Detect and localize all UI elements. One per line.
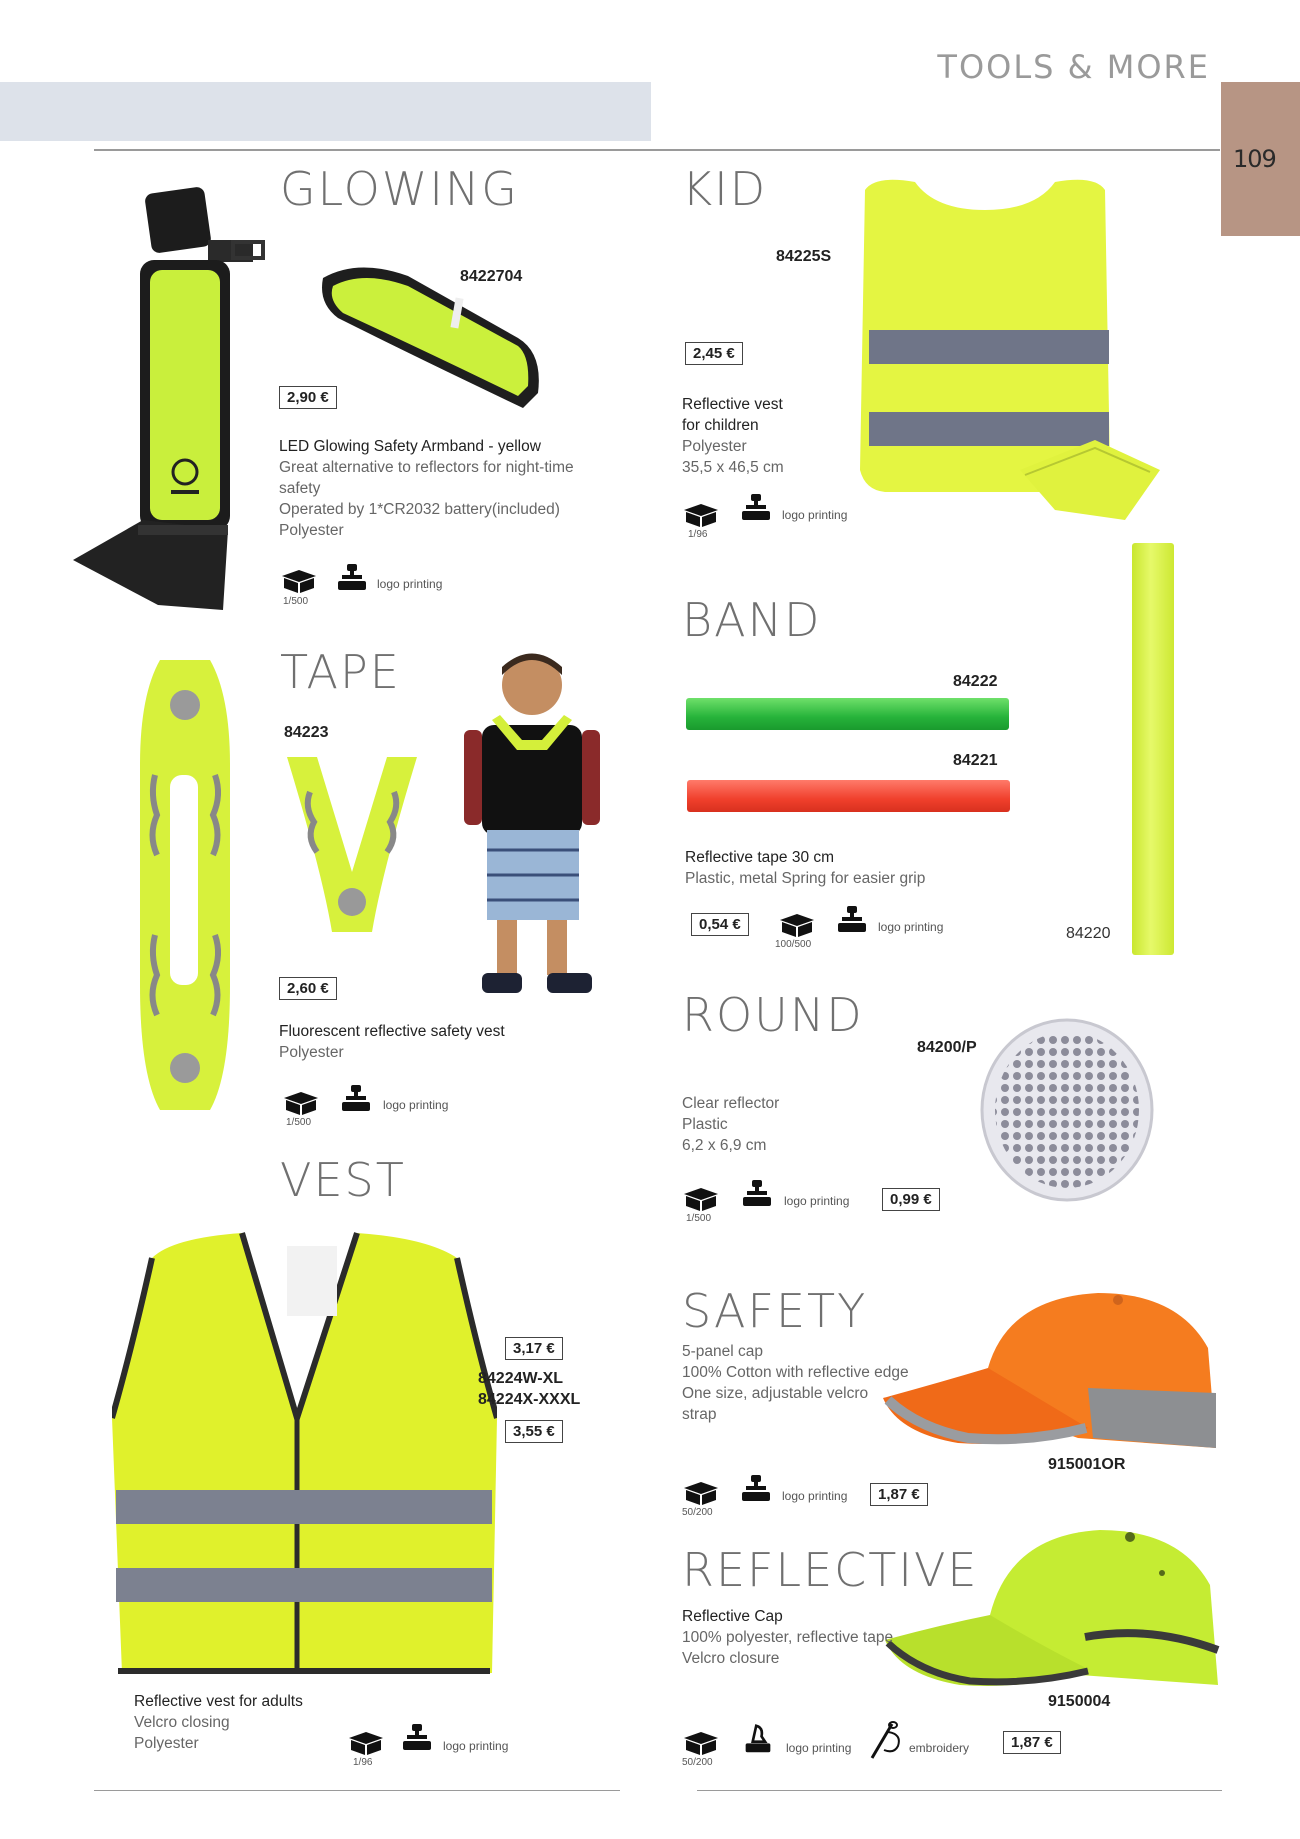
round-reflector-image: [975, 1010, 1165, 1210]
vest-heading: VEST: [280, 1153, 406, 1207]
tape-pack-qty: 1/500: [286, 1117, 312, 1128]
kid-heading: KID: [682, 162, 768, 216]
tape-heading: TAPE: [280, 645, 401, 699]
tape-code: 84223: [284, 724, 329, 741]
band-print-label: logo printing: [878, 920, 944, 934]
reflective-embroidery-label: embroidery: [909, 1741, 970, 1755]
band-description: [685, 847, 925, 889]
tape-print-label: logo printing: [383, 1098, 449, 1112]
tape-line: Polyester: [279, 1044, 344, 1061]
reflective-print-label: logo printing: [786, 1741, 852, 1755]
safety-print-label: logo printing: [782, 1489, 848, 1503]
safety-line: One size, adjustable velcro: [682, 1385, 869, 1402]
page-number: 109: [1233, 145, 1276, 173]
reflective-line: Velcro closure: [682, 1650, 780, 1667]
child-photo-image: [462, 645, 617, 1010]
vest-code-xl: 84224W-XL: [478, 1370, 564, 1387]
reflective-description: [682, 1606, 893, 1669]
reflective-price: 1,87 €: [1003, 1731, 1061, 1754]
box-icon: [778, 912, 816, 938]
round-code: 84200/P: [917, 1039, 977, 1056]
vest-name: Reflective vest for adults: [134, 1693, 303, 1710]
tape-name: Fluorescent reflective safety vest: [279, 1023, 505, 1040]
pad-print-icon: [401, 1722, 433, 1752]
box-icon: [347, 1730, 385, 1756]
armband-small-image: [318, 258, 548, 413]
band-heading: BAND: [682, 593, 822, 647]
glowing-print-label: logo printing: [377, 577, 443, 591]
reflective-code: 9150004: [1048, 1693, 1111, 1710]
vest-price-xl: 3,17 €: [505, 1337, 563, 1360]
adult-vest-image: [112, 1228, 497, 1678]
pad-print-icon: [740, 492, 772, 522]
kid-vest-image: [855, 170, 1167, 550]
vest-code-xxxl: 84224X-XXXL: [478, 1391, 581, 1408]
round-pack-qty: 1/500: [686, 1213, 712, 1224]
kid-code: 84225S: [776, 248, 832, 265]
band-line: Plastic, metal Spring for easier grip: [685, 870, 926, 887]
round-line: Plastic: [682, 1116, 728, 1133]
safety-heading: SAFETY: [682, 1284, 868, 1338]
section-title: TOOLS & MORE: [937, 48, 1210, 86]
glowing-name: LED Glowing Safety Armband - yellow: [279, 438, 541, 455]
band-code-green: 84222: [953, 673, 998, 690]
glowing-line: safety: [279, 480, 321, 497]
round-line: Clear reflector: [682, 1095, 780, 1112]
kid-print-label: logo printing: [782, 508, 848, 522]
orange-cap-image: [878, 1288, 1218, 1458]
safety-code: 915001OR: [1048, 1456, 1126, 1473]
kid-line: 35,5 x 46,5 cm: [682, 459, 784, 476]
vest-print-label: logo printing: [443, 1739, 509, 1753]
needle-icon: [868, 1720, 904, 1760]
round-heading: ROUND: [682, 988, 864, 1042]
kid-line: Polyester: [682, 438, 747, 455]
footer-rule-right: [697, 1790, 1222, 1791]
reflective-cap-image: [880, 1525, 1220, 1700]
tape-description: [279, 1021, 505, 1063]
safety-pack-qty: 50/200: [682, 1507, 713, 1518]
box-icon: [280, 568, 318, 594]
reflective-pack-qty: 50/200: [682, 1757, 713, 1768]
safety-description: [682, 1341, 909, 1425]
glowing-line: Operated by 1*CR2032 battery(included): [279, 501, 560, 518]
box-icon: [682, 1480, 720, 1506]
pad-print-icon: [740, 1473, 772, 1503]
glowing-code: 8422704: [460, 268, 523, 285]
tape-price: 2,60 €: [279, 977, 337, 1000]
vest-pack-qty: 1/96: [353, 1757, 373, 1768]
kid-name: Reflective vest: [682, 396, 783, 413]
green-band-image: [686, 698, 1009, 730]
box-icon: [682, 502, 720, 528]
yellow-band-image: [1132, 543, 1174, 955]
vest-line: Velcro closing: [134, 1714, 230, 1731]
box-icon: [282, 1090, 320, 1116]
tape-strap-image: [130, 655, 245, 1117]
glowing-description: [279, 436, 574, 541]
vest-price-xxxl: 3,55 €: [505, 1420, 563, 1443]
round-description: [682, 1093, 779, 1156]
reflective-line: 100% polyester, reflective tape: [682, 1629, 894, 1646]
red-band-image: [687, 780, 1010, 812]
glowing-line: Polyester: [279, 522, 344, 539]
kid-name: for children: [682, 417, 759, 434]
round-print-label: logo printing: [784, 1194, 850, 1208]
transfer-print-icon: [742, 1724, 774, 1754]
pad-print-icon: [836, 904, 868, 934]
band-code-yellow: 84220: [1066, 925, 1111, 942]
glowing-price: 2,90 €: [279, 386, 337, 409]
band-name: Reflective tape 30 cm: [685, 849, 835, 866]
tape-vest-image: [282, 752, 422, 944]
glowing-heading: GLOWING: [280, 162, 519, 216]
footer-rule-left: [94, 1790, 620, 1791]
kid-description: [682, 394, 784, 478]
pad-print-icon: [336, 562, 368, 592]
box-icon: [682, 1186, 720, 1212]
reflective-heading: REFLECTIVE: [682, 1543, 979, 1597]
vest-description: [134, 1691, 303, 1754]
band-pack-qty: 100/500: [775, 939, 812, 950]
band-code-red: 84221: [953, 752, 998, 769]
safety-line: 5-panel cap: [682, 1343, 764, 1360]
safety-line: strap: [682, 1406, 717, 1423]
reflective-name: Reflective Cap: [682, 1608, 783, 1625]
kid-pack-qty: 1/96: [688, 529, 708, 540]
kid-price: 2,45 €: [685, 342, 743, 365]
box-icon: [682, 1730, 720, 1756]
safety-price: 1,87 €: [870, 1483, 928, 1506]
armband-large-image: [68, 180, 308, 612]
glowing-line: Great alternative to reflectors for night-time: [279, 459, 574, 476]
header-rule: [94, 149, 1220, 151]
vest-line: Polyester: [134, 1735, 199, 1752]
glowing-pack-qty: 1/500: [283, 596, 309, 607]
pad-print-icon: [741, 1178, 773, 1208]
round-line: 6,2 x 6,9 cm: [682, 1137, 767, 1154]
header-band: [0, 82, 651, 141]
safety-line: 100% Cotton with reflective edge: [682, 1364, 909, 1381]
round-price: 0,99 €: [882, 1188, 940, 1211]
band-price: 0,54 €: [691, 913, 749, 936]
pad-print-icon: [340, 1083, 372, 1113]
